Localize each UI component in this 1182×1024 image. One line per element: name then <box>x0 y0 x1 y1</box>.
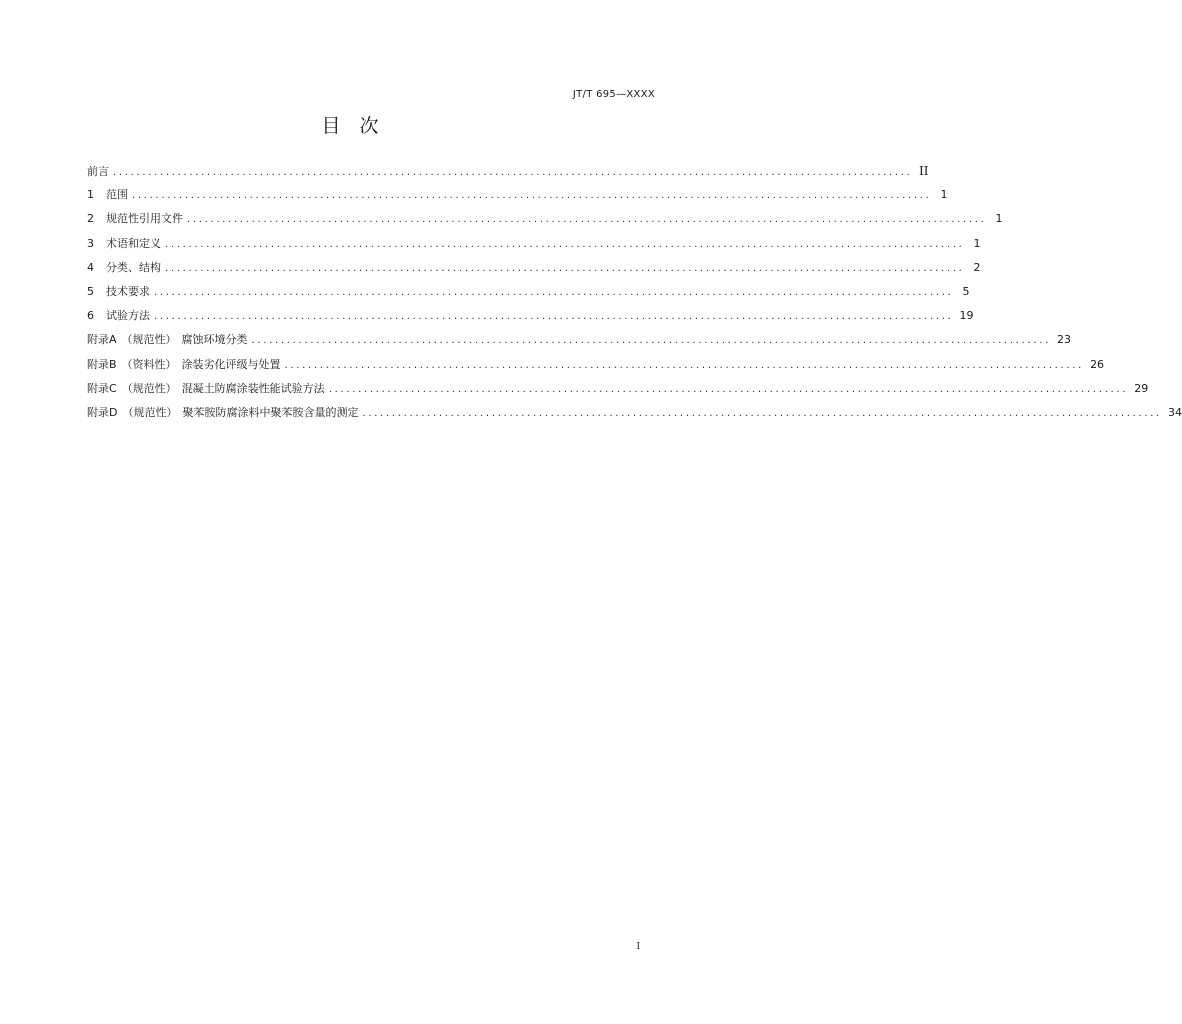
toc-entry-appendix-d[interactable] <box>87 405 1182 429</box>
toc-leader-dots: ........................................................................................................................................ <box>113 167 913 178</box>
toc-entry-appendix-b[interactable] <box>87 357 1105 381</box>
toc-appendix-id: 附录D <box>87 405 118 419</box>
toc-leader-dots: ........................................................................................................................................ <box>251 335 1052 347</box>
toc-entry-page: 29 <box>1134 381 1149 395</box>
toc-entry-label: 技术要求 <box>106 284 150 298</box>
toc-leader-dots: ........................................................................................................................................ <box>165 262 965 274</box>
toc-entry-page: 26 <box>1090 357 1105 371</box>
toc-leader-dots: ........................................................................................................................................ <box>284 359 1085 371</box>
toc-appendix-type: （规范性） <box>122 405 178 419</box>
toc-entry-normative-references[interactable] <box>87 211 1003 235</box>
toc-appendix-id: 附录A <box>87 333 117 347</box>
toc-entry-classification-structure[interactable] <box>87 260 981 284</box>
toc-entry-label: 分类、结构 <box>106 260 161 274</box>
toc-list <box>87 163 1182 429</box>
toc-appendix-type: （规范性） <box>121 381 177 395</box>
toc-leader-dots: ........................................................................................................................................ <box>328 383 1129 395</box>
toc-entry-page: 1 <box>973 236 981 250</box>
toc-entry-page: II <box>919 164 929 178</box>
toc-entry-label: 涂装劣化评级与处置 <box>181 357 281 371</box>
toc-entry-page: 5 <box>962 284 970 298</box>
toc-leader-dots: ........................................................................................................................................ <box>132 190 932 202</box>
toc-appendix-id: 附录C <box>87 381 117 395</box>
toc-entry-label: 前言 <box>87 165 109 178</box>
toc-leader-dots: ........................................................................................................................................ <box>362 407 1162 419</box>
toc-entry-number: 4 <box>87 260 94 274</box>
toc-leader-dots: ........................................................................................................................................ <box>154 311 954 323</box>
toc-entry-label: 术语和定义 <box>106 236 161 250</box>
toc-leader-dots: ........................................................................................................................................ <box>165 238 965 250</box>
toc-entry-appendix-c[interactable] <box>87 381 1149 405</box>
toc-entry-terms-definitions[interactable] <box>87 236 981 260</box>
toc-entry-label: 范围 <box>106 188 128 202</box>
toc-entry-page: 19 <box>959 309 974 323</box>
toc-appendix-type: （规范性） <box>121 333 177 347</box>
toc-title: 目 次 <box>321 115 379 137</box>
page-number: I <box>636 942 640 952</box>
toc-entry-label: 腐蚀环境分类 <box>181 333 248 347</box>
toc-entry-number: 3 <box>87 236 94 250</box>
toc-entry-appendix-a[interactable] <box>87 332 1072 356</box>
toc-leader-dots: ........................................................................................................................................ <box>154 286 954 298</box>
toc-entry-page: 2 <box>973 260 981 274</box>
toc-entry-page: 23 <box>1057 333 1072 347</box>
standard-code-header: JT/T 695—XXXX <box>572 89 655 100</box>
toc-entry-page: 1 <box>940 188 948 202</box>
toc-appendix-id: 附录B <box>87 357 117 371</box>
toc-entry-page: 34 <box>1168 405 1182 419</box>
toc-entry-number: 2 <box>87 212 94 226</box>
toc-entry-number: 6 <box>87 309 94 323</box>
toc-entry-scope[interactable] <box>87 187 948 211</box>
toc-entry-label: 混凝土防腐涂装性能试验方法 <box>181 381 325 395</box>
toc-entry-test-methods[interactable] <box>87 308 974 332</box>
toc-leader-dots: ........................................................................................................................................ <box>187 214 987 226</box>
toc-entry-label: 聚苯胺防腐涂料中聚苯胺含量的测定 <box>182 405 359 419</box>
toc-entry-page: 1 <box>995 212 1003 226</box>
toc-entry-label: 规范性引用文件 <box>106 212 183 226</box>
toc-entry-foreword[interactable] <box>87 163 929 187</box>
toc-appendix-type: （资料性） <box>121 357 177 371</box>
toc-entry-number: 5 <box>87 284 94 298</box>
toc-entry-label: 试验方法 <box>106 309 150 323</box>
toc-entry-technical-requirements[interactable] <box>87 284 970 308</box>
toc-entry-number: 1 <box>87 188 94 202</box>
